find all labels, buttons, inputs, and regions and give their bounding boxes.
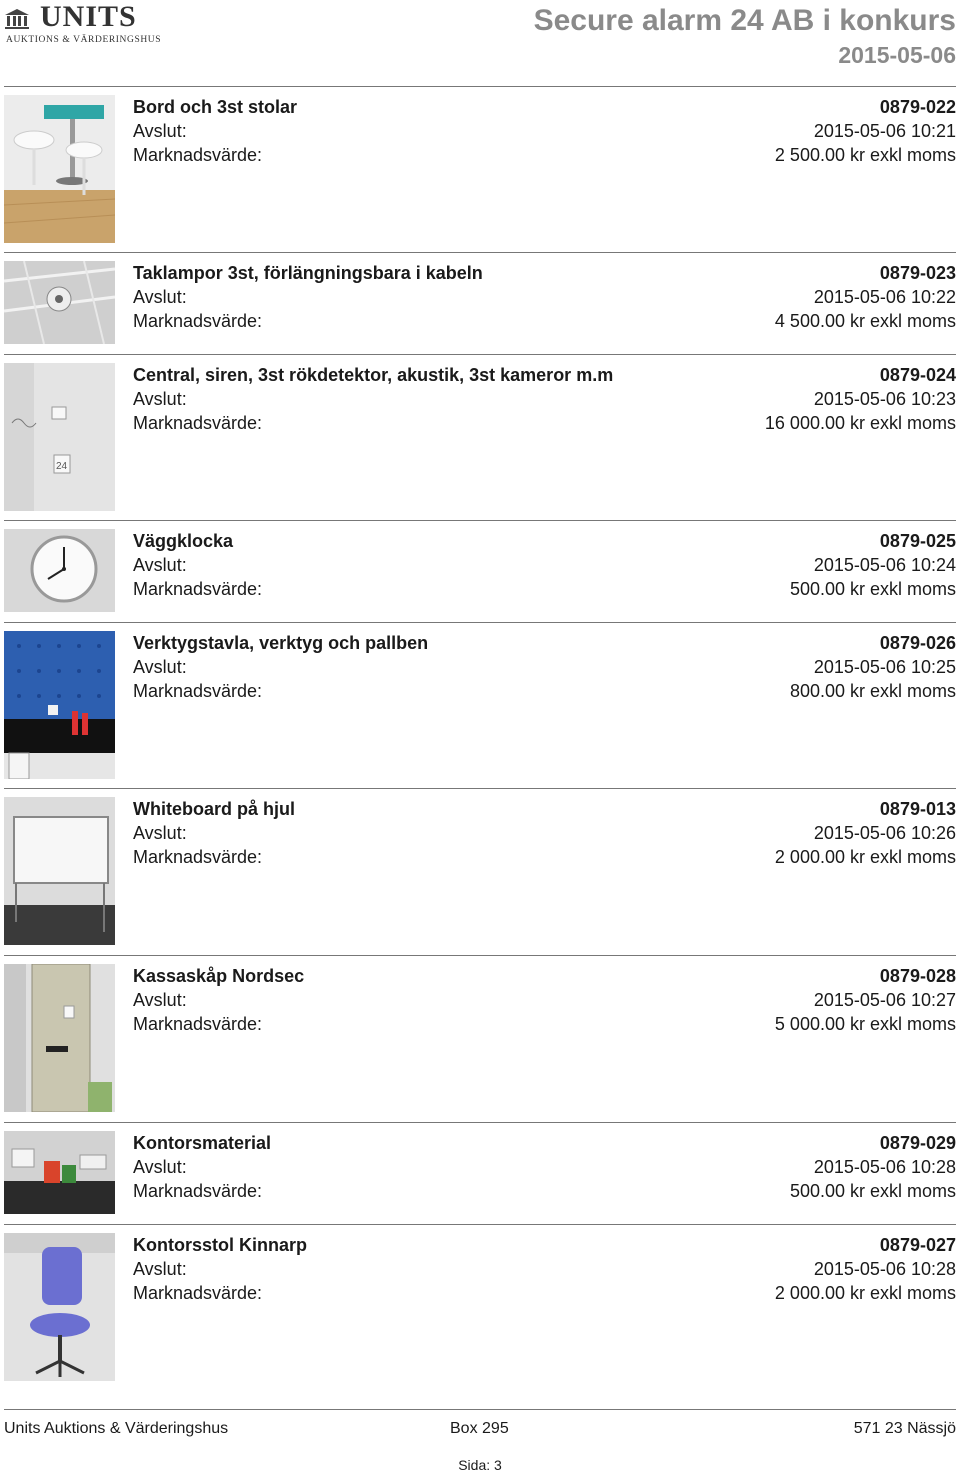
value-label: Marknadsvärde: — [133, 145, 263, 165]
item-divider — [4, 622, 956, 623]
item-divider — [4, 520, 956, 521]
end-label: Avslut: — [133, 1259, 187, 1279]
item-divider — [4, 955, 956, 956]
ceiling-lamp-photo — [4, 261, 115, 344]
end-label: Avslut: — [133, 1157, 187, 1177]
end-label: Avslut: — [133, 823, 187, 843]
market-value: 2 500.00 kr exkl moms — [774, 145, 956, 165]
logo-name: UNITS — [40, 0, 137, 33]
end-time: 2015-05-06 10:23 — [813, 389, 956, 409]
end-time: 2015-05-06 10:28 — [813, 1157, 956, 1177]
page-header — [0, 0, 960, 90]
tool-board-photo — [4, 631, 115, 779]
safe-cabinet-photo — [4, 964, 115, 1112]
market-value: 800.00 kr exkl moms — [789, 681, 956, 701]
item-title: Verktygstavla, verktyg och pallben — [133, 633, 429, 653]
item-number: 0879-024 — [879, 365, 956, 385]
item-title: Whiteboard på hjul — [133, 799, 295, 819]
item-number: 0879-023 — [879, 263, 956, 283]
units-logo — [4, 2, 164, 48]
page-number: Sida: 3 — [458, 1457, 502, 1473]
header-divider — [4, 86, 956, 87]
item-divider — [4, 1122, 956, 1123]
item-number: 0879-026 — [879, 633, 956, 653]
value-label: Marknadsvärde: — [133, 1014, 263, 1034]
end-time: 2015-05-06 10:21 — [813, 121, 956, 141]
building-icon — [4, 8, 30, 30]
market-value: 500.00 kr exkl moms — [789, 579, 956, 599]
end-label: Avslut: — [133, 990, 187, 1010]
item-number: 0879-028 — [879, 966, 956, 986]
value-label: Marknadsvärde: — [133, 1181, 263, 1201]
end-time: 2015-05-06 10:25 — [813, 657, 956, 677]
item-title: Central, siren, 3st rökdetektor, akustik, 3st kameror m.m — [133, 365, 614, 385]
market-value: 4 500.00 kr exkl moms — [774, 311, 956, 331]
item-title: Bord och 3st stolar — [133, 97, 298, 117]
end-time: 2015-05-06 10:27 — [813, 990, 956, 1010]
item-number: 0879-022 — [879, 97, 956, 117]
market-value: 500.00 kr exkl moms — [789, 1181, 956, 1201]
end-label: Avslut: — [133, 555, 187, 575]
market-value: 5 000.00 kr exkl moms — [774, 1014, 956, 1034]
value-label: Marknadsvärde: — [133, 681, 263, 701]
market-value: 2 000.00 kr exkl moms — [774, 1283, 956, 1303]
item-title: Kontorsmaterial — [133, 1133, 272, 1153]
value-label: Marknadsvärde: — [133, 579, 263, 599]
end-time: 2015-05-06 10:28 — [813, 1259, 956, 1279]
item-number: 0879-013 — [879, 799, 956, 819]
end-label: Avslut: — [133, 287, 187, 307]
wall-alarm-photo — [4, 363, 115, 511]
value-label: Marknadsvärde: — [133, 1283, 263, 1303]
end-label: Avslut: — [133, 121, 187, 141]
item-divider — [4, 252, 956, 253]
value-label: Marknadsvärde: — [133, 847, 263, 867]
end-label: Avslut: — [133, 389, 187, 409]
item-divider — [4, 788, 956, 789]
wall-clock-photo — [4, 529, 115, 612]
table-chairs-photo — [4, 95, 115, 243]
item-divider — [4, 354, 956, 355]
item-divider — [4, 1224, 956, 1225]
item-number: 0879-025 — [879, 531, 956, 551]
market-value: 2 000.00 kr exkl moms — [774, 847, 956, 867]
whiteboard-photo — [4, 797, 115, 945]
item-title: Väggklocka — [133, 531, 234, 551]
office-supplies-photo — [4, 1131, 115, 1214]
footer-company: Units Auktions & Värderingshus — [4, 1420, 229, 1437]
end-time: 2015-05-06 10:26 — [813, 823, 956, 843]
footer-divider — [4, 1409, 956, 1410]
item-title: Kontorsstol Kinnarp — [133, 1235, 307, 1255]
value-label: Marknadsvärde: — [133, 413, 263, 433]
footer-city: 571 23 Nässjö — [853, 1420, 956, 1437]
logo-subtitle: AUKTIONS & VÄRDERINGSHUS — [6, 35, 162, 45]
item-title: Taklampor 3st, förlängningsbara i kabeln — [133, 263, 483, 283]
market-value: 16 000.00 kr exkl moms — [764, 413, 956, 433]
end-label: Avslut: — [133, 657, 187, 677]
value-label: Marknadsvärde: — [133, 311, 263, 331]
office-chair-photo — [4, 1233, 115, 1381]
document-date: 2015-05-06 — [838, 42, 956, 68]
end-time: 2015-05-06 10:22 — [813, 287, 956, 307]
svg-text:24: 24 — [56, 461, 68, 472]
item-number: 0879-027 — [879, 1235, 956, 1255]
end-time: 2015-05-06 10:24 — [813, 555, 956, 575]
item-number: 0879-029 — [879, 1133, 956, 1153]
item-title: Kassaskåp Nordsec — [133, 966, 305, 986]
document-title: Secure alarm 24 AB i konkurs — [533, 4, 956, 37]
footer-box: Box 295 — [450, 1420, 509, 1437]
